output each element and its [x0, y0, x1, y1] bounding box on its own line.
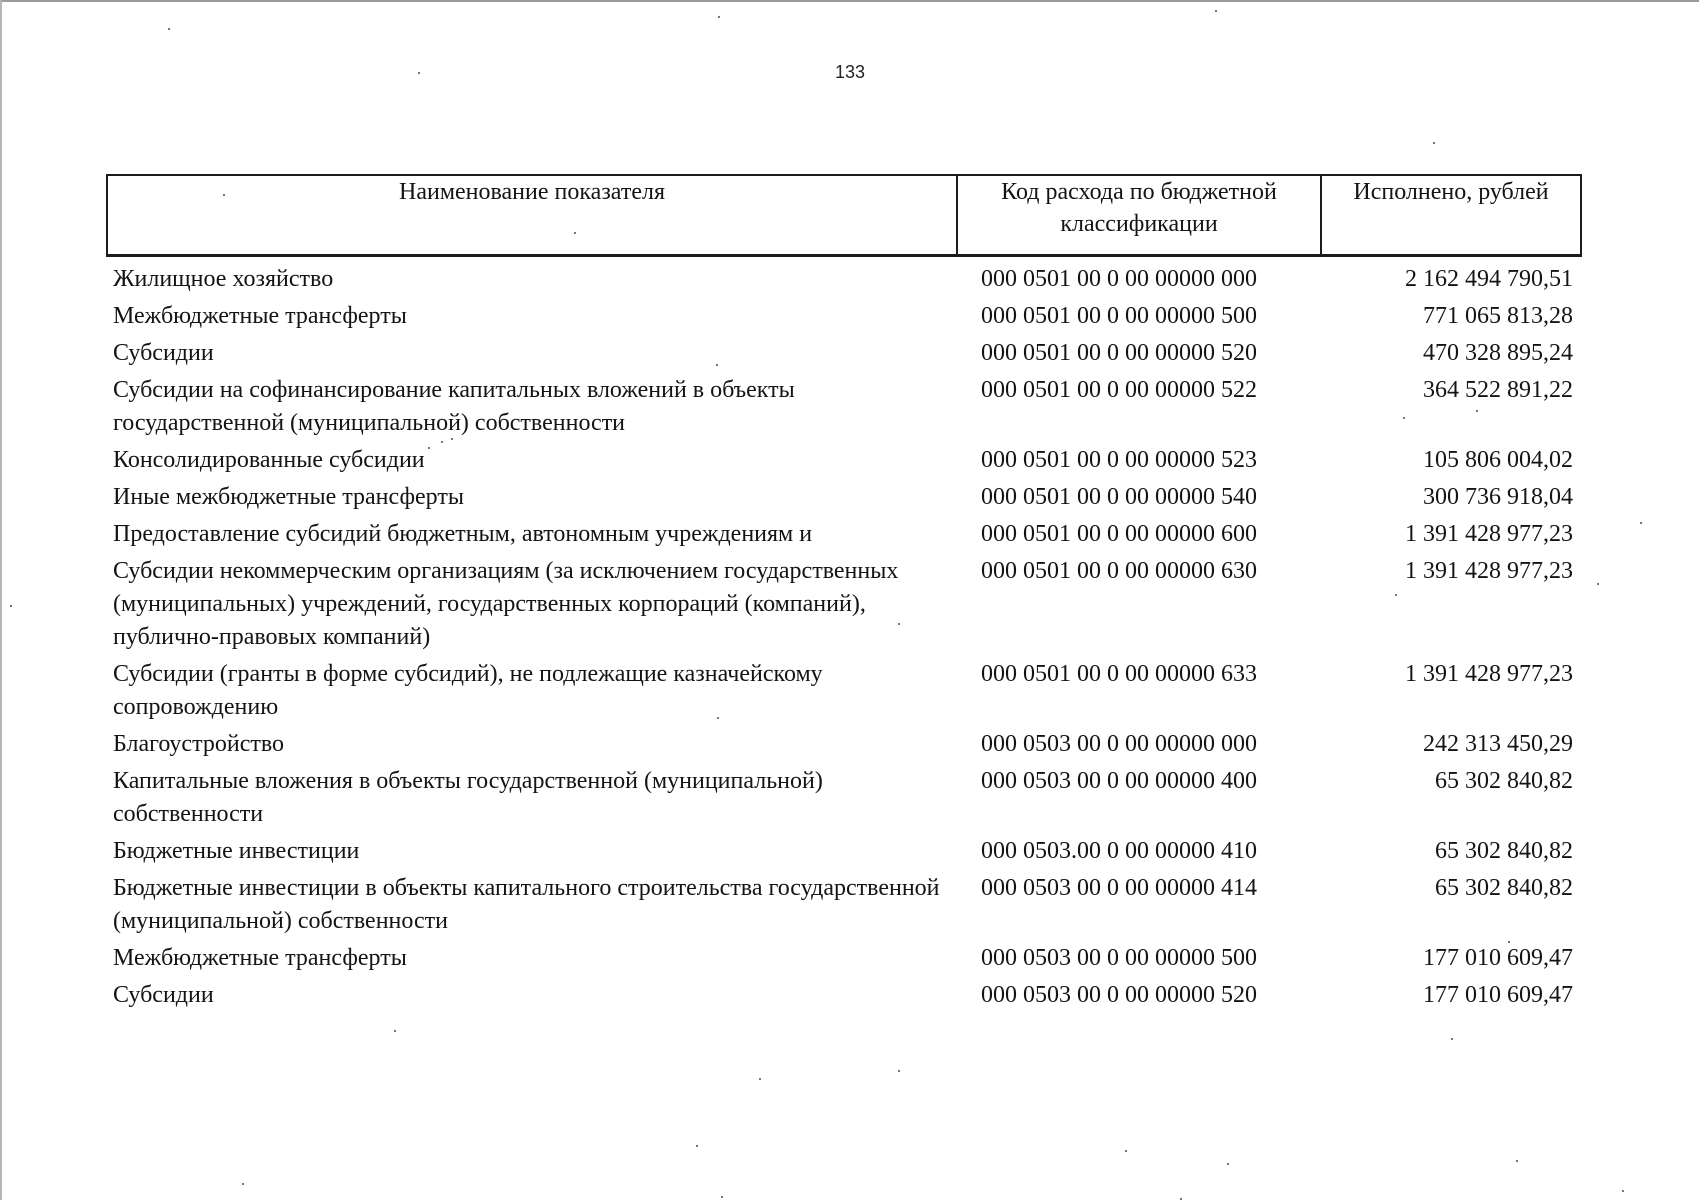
row-amount-cell: 65 302 840,82 — [1435, 875, 1573, 901]
scan-speck — [898, 623, 900, 625]
row-amount-cell: 1 391 428 977,23 — [1405, 558, 1573, 584]
row-amount-cell: 1 391 428 977,23 — [1405, 521, 1573, 547]
row-name-cell: Жилищное хозяйство — [113, 266, 334, 292]
row-amount-cell: 65 302 840,82 — [1435, 768, 1573, 794]
row-code-cell: 000 0503 00 0 00 00000 500 — [981, 945, 1257, 971]
row-amount-cell: 771 065 813,28 — [1423, 303, 1573, 329]
row-name-cell: Межбюджетные трансферты — [113, 303, 407, 329]
row-amount-cell: 364 522 891,22 — [1423, 377, 1573, 403]
row-name-cell: Бюджетные инвестиции — [113, 838, 360, 864]
row-name-cell: Капитальные вложения в объекты государственной (муниципальной) собственности — [113, 768, 823, 827]
table-row — [107, 835, 1581, 872]
table-row — [107, 872, 1581, 942]
row-code-cell: 000 0503 00 0 00 00000 520 — [981, 982, 1257, 1008]
row-name-cell: Субсидии на софинансирование капитальных вложений в объекты государственной (муниципальной) собственности — [113, 377, 795, 436]
table-row — [107, 728, 1581, 765]
expenditure-table — [106, 174, 1582, 1016]
scan-speck — [441, 441, 443, 443]
scan-speck — [759, 1078, 761, 1080]
row-code-cell: 000 0501 00 0 00 00000 523 — [981, 447, 1257, 473]
scan-speck — [1125, 1150, 1127, 1152]
scan-speck — [418, 72, 420, 74]
scan-speck — [1403, 417, 1405, 419]
row-code-cell: 000 0501 00 0 00 00000 520 — [981, 340, 1257, 366]
scan-speck — [716, 364, 718, 366]
row-amount-cell: 177 010 609,47 — [1423, 945, 1573, 971]
row-amount-cell: 242 313 450,29 — [1423, 731, 1573, 757]
scan-speck — [1395, 594, 1397, 596]
table-row — [107, 658, 1581, 728]
row-code-cell: 000 0503.00 0 00 00000 410 — [981, 838, 1257, 864]
table-row — [107, 481, 1581, 518]
table-row — [107, 337, 1581, 374]
scan-speck — [1508, 941, 1510, 943]
row-name-cell: Межбюджетные трансферты — [113, 945, 407, 971]
row-name-cell: Иные межбюджетные трансферты — [113, 484, 464, 510]
scan-speck — [1451, 1038, 1453, 1040]
table-row — [107, 518, 1581, 555]
table-row — [107, 300, 1581, 337]
header-executed-amount: Исполнено, рублей — [1321, 175, 1581, 256]
scan-speck — [451, 438, 453, 440]
row-code-cell: 000 0501 00 0 00 00000 540 — [981, 484, 1257, 510]
scan-speck — [1597, 583, 1599, 585]
scan-speck — [242, 1183, 244, 1185]
scan-speck — [898, 1070, 900, 1072]
table-row — [107, 374, 1581, 444]
table-row — [107, 979, 1581, 1016]
table-row — [107, 942, 1581, 979]
row-name-cell: Субсидии некоммерческим организациям (за исключением государственных (муниципальных) учреждений, государственных корпораций (компаний), публично-правовых компаний) — [113, 558, 899, 650]
scan-speck — [1622, 1190, 1624, 1192]
row-amount-cell: 177 010 609,47 — [1423, 982, 1573, 1008]
row-code-cell: 000 0503 00 0 00 00000 000 — [981, 731, 1257, 757]
row-name-cell: Субсидии (гранты в форме субсидий), не подлежащие казначейскому сопровождению — [113, 661, 823, 720]
row-code-cell: 000 0501 00 0 00 00000 630 — [981, 558, 1257, 584]
row-code-cell: 000 0501 00 0 00 00000 600 — [981, 521, 1257, 547]
scan-speck — [721, 1196, 723, 1198]
row-amount-cell: 65 302 840,82 — [1435, 838, 1573, 864]
row-name-cell: Предоставление субсидий бюджетным, автономным учреждениям и — [113, 521, 813, 547]
scan-speck — [1215, 10, 1217, 12]
scan-speck — [574, 232, 576, 234]
row-code-cell: 000 0501 00 0 00 00000 500 — [981, 303, 1257, 329]
table-row — [107, 765, 1581, 835]
row-name-cell: Субсидии — [113, 340, 214, 366]
row-amount-cell: 300 736 918,04 — [1423, 484, 1573, 510]
scan-speck — [717, 717, 719, 719]
scan-speck — [394, 1030, 396, 1032]
scan-speck — [1516, 1160, 1518, 1162]
header-expense-code: Код расхода по бюджетной классификации — [957, 175, 1321, 256]
row-amount-cell: 470 328 895,24 — [1423, 340, 1573, 366]
page-number: 133 — [834, 62, 866, 82]
scan-speck — [10, 605, 12, 607]
scan-left-edge — [0, 0, 2, 1200]
row-amount-cell: 2 162 494 790,51 — [1405, 266, 1573, 292]
row-amount-cell: 105 806 004,02 — [1423, 447, 1573, 473]
scan-speck — [168, 28, 170, 30]
header-indicator-name: Наименование показателя — [107, 175, 957, 256]
row-code-cell: 000 0503 00 0 00 00000 400 — [981, 768, 1257, 794]
row-code-cell: 000 0501 00 0 00 00000 633 — [981, 661, 1257, 687]
scan-speck — [223, 194, 225, 196]
scan-speck — [1227, 1163, 1229, 1165]
scan-speck — [1640, 522, 1642, 524]
table-body — [107, 256, 1581, 1017]
row-name-cell: Бюджетные инвестиции в объекты капитального строительства государственной (муниципальной) собственности — [113, 875, 940, 934]
scan-speck — [696, 1145, 698, 1147]
row-code-cell: 000 0501 00 0 00 00000 522 — [981, 377, 1257, 403]
scan-top-edge — [0, 0, 1699, 2]
row-code-cell: 000 0501 00 0 00 00000 000 — [981, 266, 1257, 292]
scan-speck — [718, 16, 720, 18]
row-name-cell: Благоустройство — [113, 731, 285, 757]
row-code-cell: 000 0503 00 0 00 00000 414 — [981, 875, 1257, 901]
table-row — [107, 256, 1581, 301]
scan-speck — [1433, 142, 1435, 144]
scan-speck — [1476, 410, 1478, 412]
table-row — [107, 444, 1581, 481]
scan-speck — [428, 447, 430, 449]
table-row — [107, 555, 1581, 658]
row-name-cell: Консолидированные субсидии — [113, 447, 425, 473]
row-name-cell: Субсидии — [113, 982, 214, 1008]
table-header-row — [107, 175, 1581, 256]
row-amount-cell: 1 391 428 977,23 — [1405, 661, 1573, 687]
